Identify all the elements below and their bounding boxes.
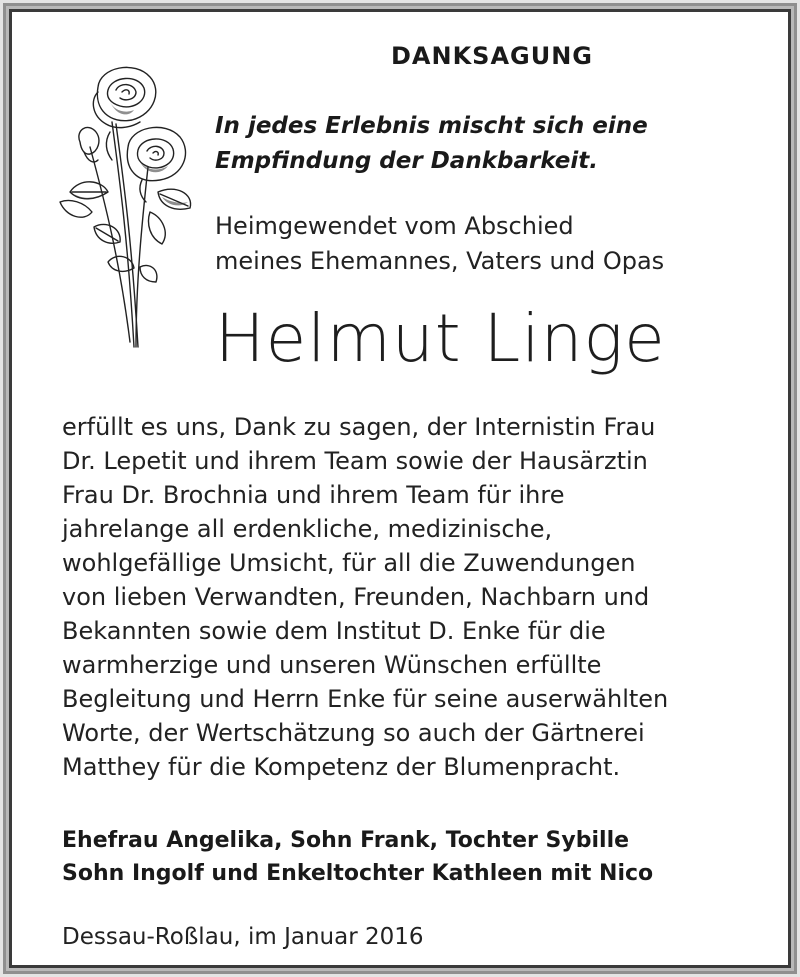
body-line: wohlgefällige Umsicht, für all die Zuwendungen xyxy=(62,549,636,577)
body-line: Begleitung und Herrn Enke für seine auserwählten xyxy=(62,685,669,713)
quote xyxy=(215,109,775,179)
place-date: Dessau-Roßlau, im Januar 2016 xyxy=(62,924,424,950)
rose-illustration xyxy=(50,52,200,352)
body-line: von lieben Verwandten, Freunden, Nachbarn und xyxy=(62,583,650,611)
body-text xyxy=(62,410,782,784)
intro-text xyxy=(215,209,785,279)
deceased-name: Helmut Linge xyxy=(215,300,666,377)
body-line: Dr. Lepetit und ihrem Team sowie der Hausärztin xyxy=(62,447,648,475)
quote-line: In jedes Erlebnis mischt sich eine xyxy=(215,113,648,139)
intro-line: meines Ehemannes, Vaters und Opas xyxy=(215,247,665,275)
intro-line: Heimgewendet vom Abschied xyxy=(215,212,574,240)
notice-frame xyxy=(9,9,791,968)
body-line: Bekannten sowie dem Institut D. Enke für die xyxy=(62,617,606,645)
body-line: erfüllt es uns, Dank zu sagen, der Internistin Frau xyxy=(62,413,656,441)
body-line: Frau Dr. Brochnia und ihrem Team für ihre xyxy=(62,481,565,509)
body-line: Worte, der Wertschätzung so auch der Gärtnerei xyxy=(62,719,645,747)
signers xyxy=(62,824,782,890)
quote-line: Empfindung der Dankbarkeit. xyxy=(215,148,599,174)
heading: DANKSAGUNG xyxy=(390,42,593,70)
body-line: jahrelange all erdenkliche, medizinische, xyxy=(62,515,553,543)
body-line: Matthey für die Kompetenz der Blumenpracht. xyxy=(62,753,621,781)
signer-line: Sohn Ingolf und Enkeltochter Kathleen mit Nico xyxy=(62,861,654,886)
body-line: warmherzige und unseren Wünschen erfüllte xyxy=(62,651,602,679)
signer-line: Ehefrau Angelika, Sohn Frank, Tochter Sybille xyxy=(62,828,630,853)
